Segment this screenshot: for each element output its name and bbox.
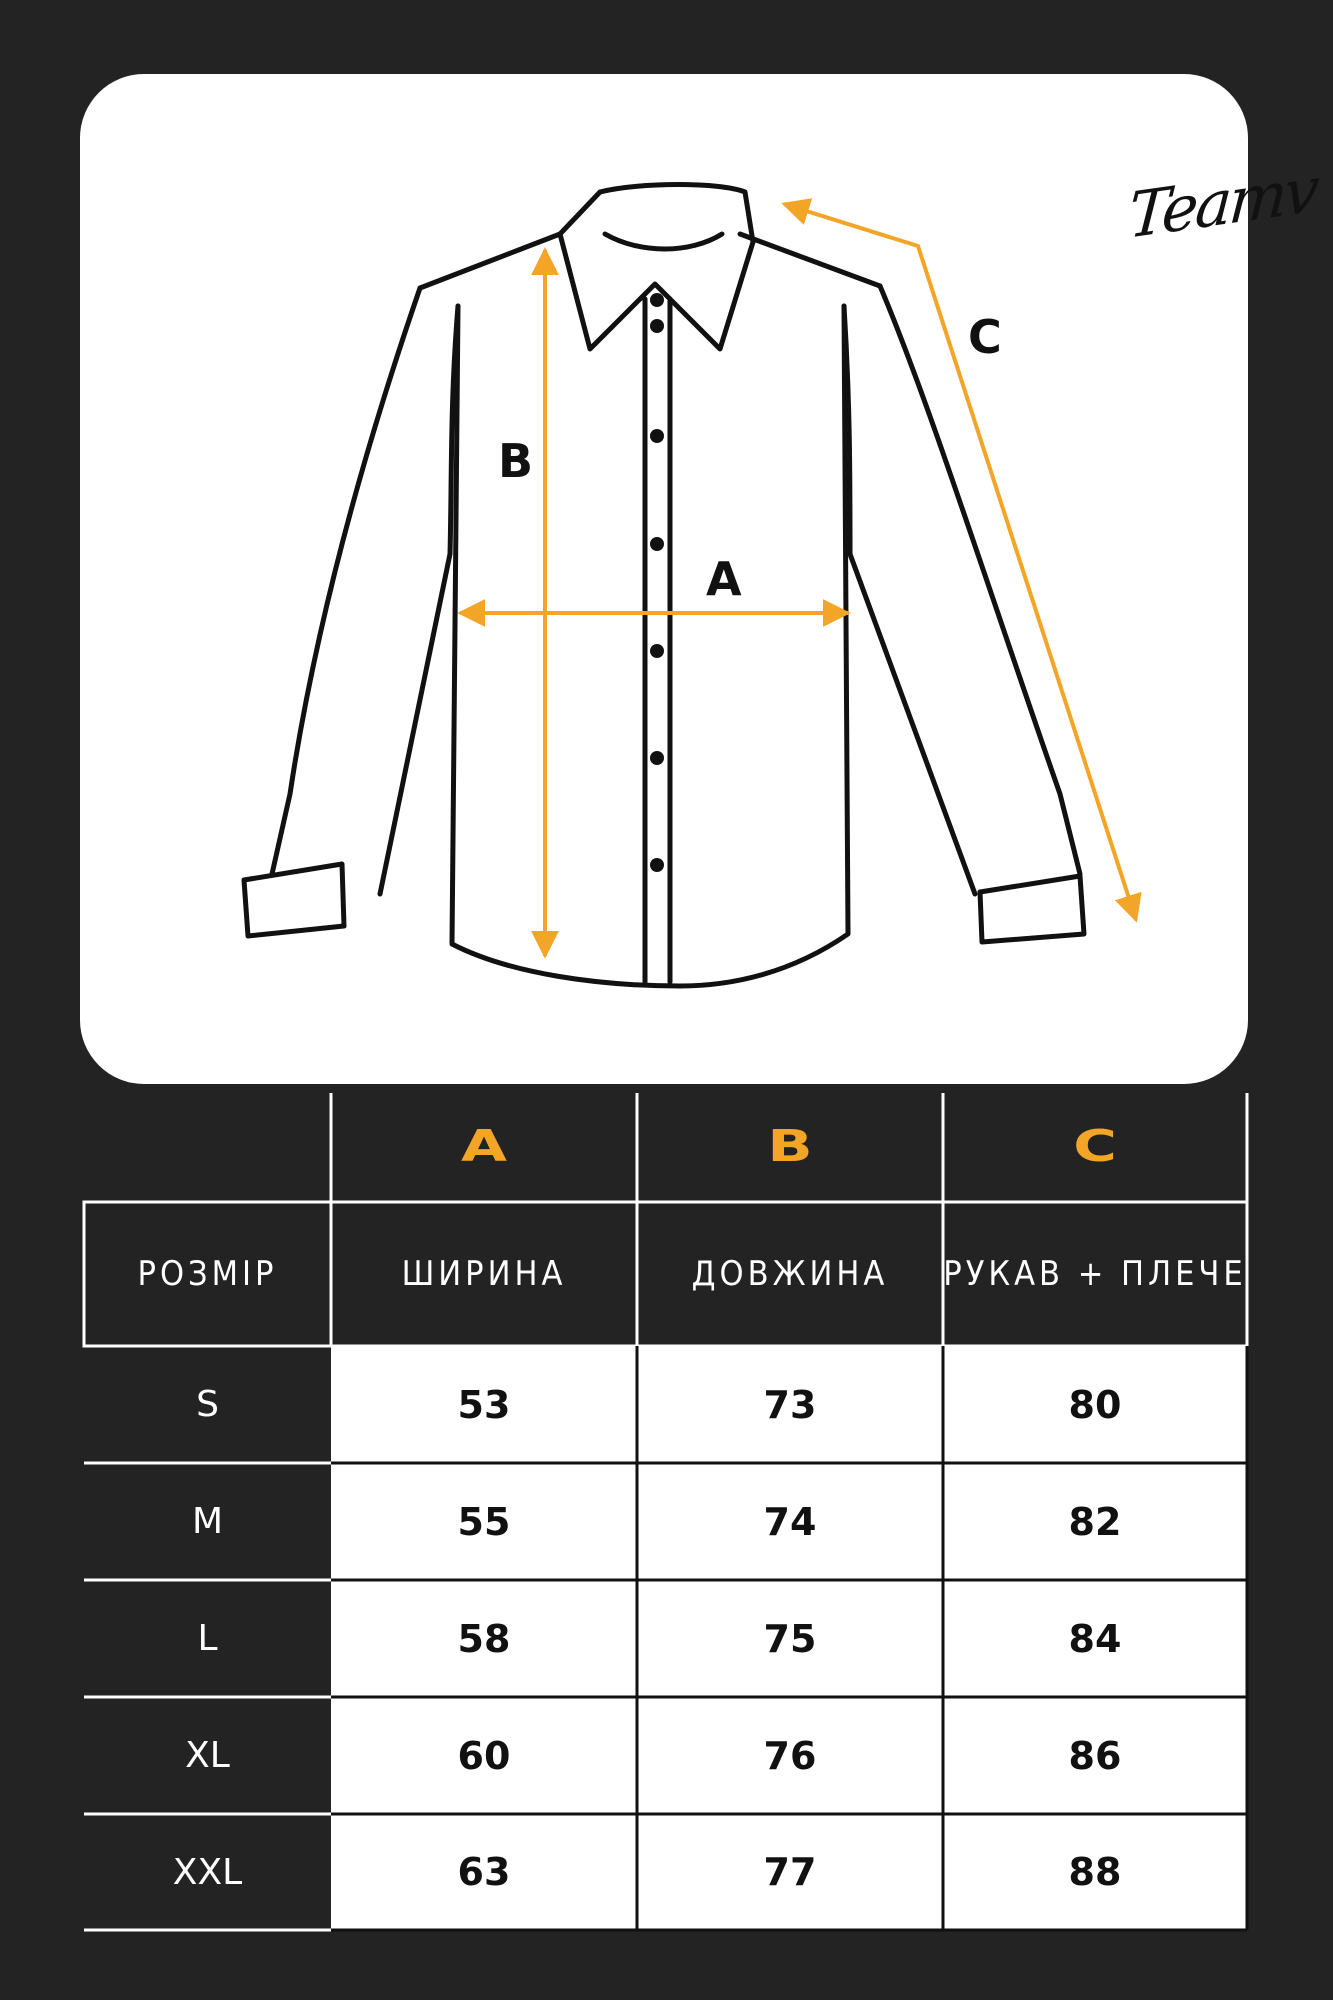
label-b: B (498, 434, 534, 488)
label-c: C (968, 310, 1002, 364)
sleeve-value: 88 (1068, 1850, 1122, 1894)
header-length: ДОВЖИНА (691, 1254, 889, 1294)
length-value: 76 (763, 1733, 817, 1778)
width-value: 55 (457, 1499, 511, 1544)
sleeve-value: 86 (1068, 1733, 1122, 1778)
header-width: ШИРИНА (401, 1254, 567, 1294)
size-cell: S (196, 1384, 219, 1425)
sleeve-value: 82 (1068, 1499, 1122, 1544)
column-letter-a: A (461, 1121, 507, 1172)
column-letter-c: C (1073, 1121, 1117, 1172)
sleeve-value: 80 (1068, 1382, 1122, 1427)
size-cell: XXL (172, 1851, 243, 1893)
brand-logo: Teamv (1126, 152, 1319, 253)
size-cell: XL (185, 1735, 230, 1776)
length-value: 73 (763, 1382, 817, 1427)
size-cell: L (197, 1618, 218, 1659)
length-value: 74 (763, 1499, 817, 1544)
width-value: 53 (457, 1382, 511, 1427)
column-letter-b: B (767, 1121, 813, 1172)
sleeve-value: 84 (1068, 1616, 1122, 1661)
width-value: 63 (457, 1850, 511, 1894)
length-value: 77 (763, 1850, 817, 1894)
length-value: 75 (763, 1616, 817, 1661)
width-value: 60 (457, 1733, 511, 1778)
label-a: A (706, 552, 742, 606)
header-size: РОЗМІР (137, 1254, 278, 1294)
size-cell: M (191, 1501, 224, 1542)
header-sleeve-shoulder: РУКАВ + ПЛЕЧЕ (943, 1254, 1247, 1294)
width-value: 58 (457, 1616, 511, 1661)
